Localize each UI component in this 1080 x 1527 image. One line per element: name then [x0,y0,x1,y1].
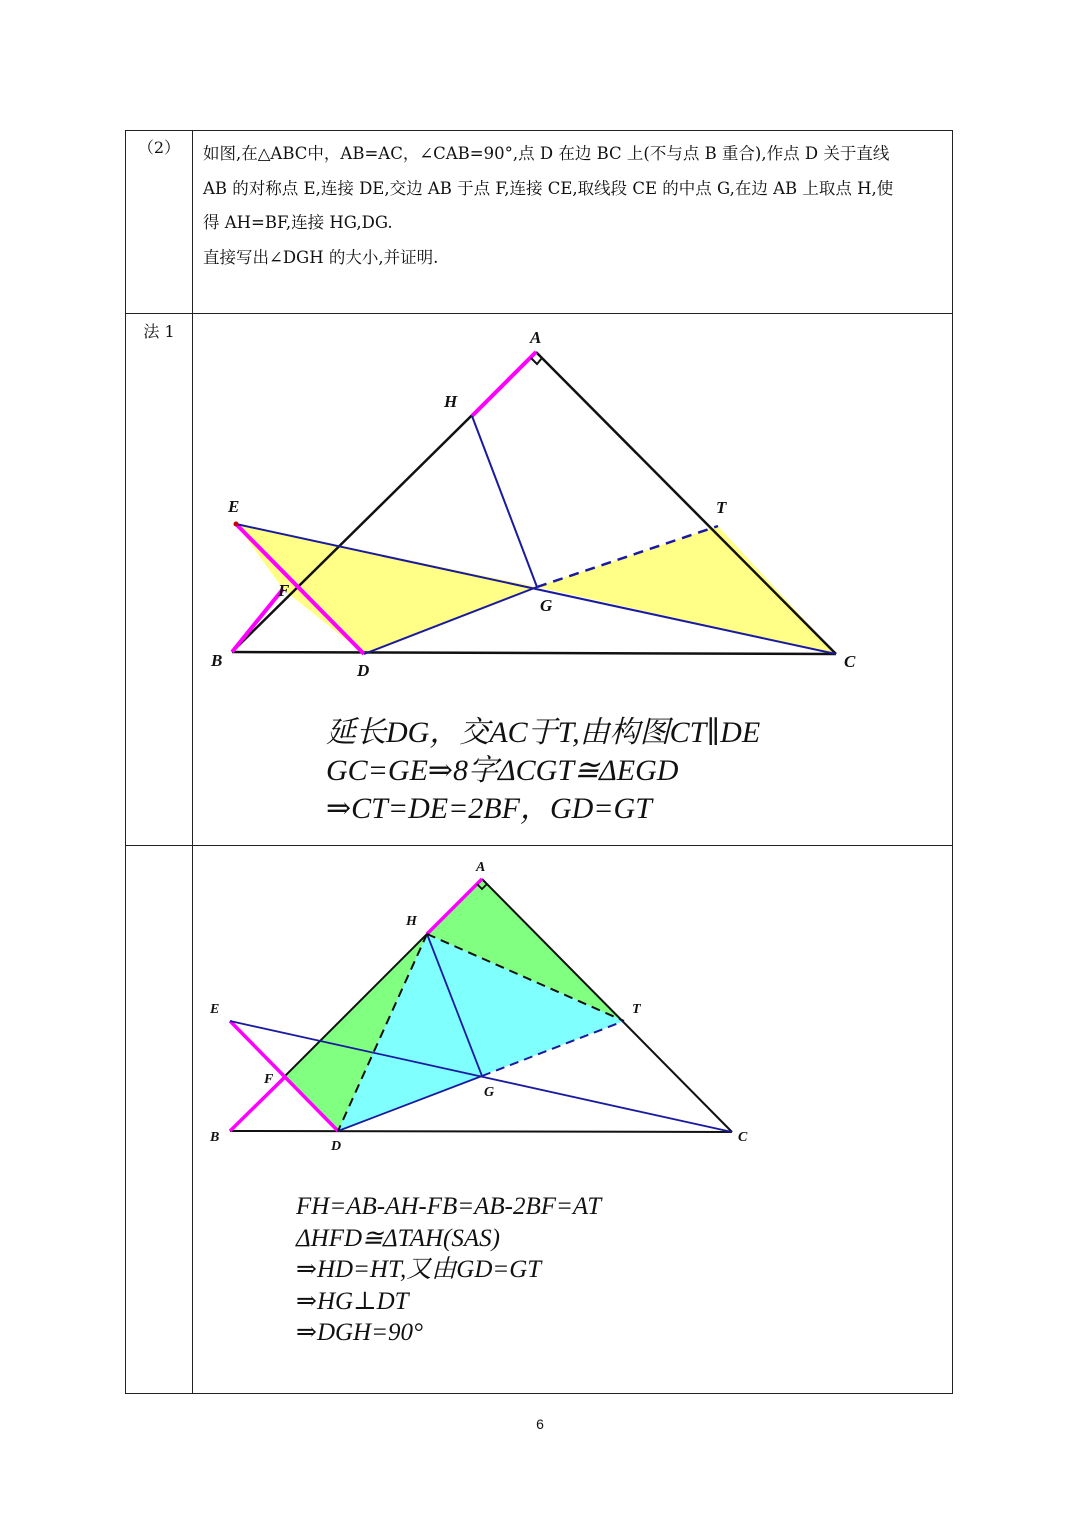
problem-number: （2） [137,138,181,157]
triangle-CGT-shaded [537,526,836,654]
page-number: 6 [536,1416,544,1432]
point-H-2: H [406,914,417,929]
figure-2 [209,860,748,1154]
method2-solution-line-4: ⇒HG⊥DT [296,1287,409,1315]
method2-solution [296,1191,601,1349]
side-BC [232,652,836,654]
method2-solution-line-3: ⇒HD=HT,又由GD=GT [296,1256,542,1283]
point-D-2: D [331,1139,342,1154]
method1-label: 法 1 [143,322,175,341]
problem-line-1: 如图,在△ABC中，AB=AC，∠CAB=90°,点 D 在边 BC 上(不与点 B 重合),作点 D 关于直线 [203,144,890,163]
segment-BF-2 [230,1076,286,1131]
side-BC-2 [230,1131,732,1132]
point-E: E [228,497,240,516]
point-A-2: A [476,860,486,875]
point-C: C [844,652,856,671]
point-B-2: B [210,1130,220,1145]
point-C-2: C [738,1130,748,1145]
segment-HG [472,416,537,587]
point-F: F [278,581,290,600]
method1-solution-line-2: GC=GE⇒8字ΔCGT≅ΔEGD [326,754,679,787]
right-angle-mark [531,358,542,364]
problem-line-4: 直接写出∠DGH 的大小,并证明. [203,247,439,267]
method2-solution-line-2: ΔHFD≅ΔTAH(SAS) [296,1224,500,1252]
method1-solution-line-1: 延长DG，交AC于T,由构图CT∥DE [326,716,761,749]
solution-table [125,130,953,1394]
point-B: B [211,651,223,670]
method1-solution [326,714,760,828]
point-D: D [357,661,370,680]
method2-solution-line-5: ⇒DGH=90° [296,1319,423,1346]
point-H: H [444,392,458,411]
triangle-GFD-shaded [283,587,537,654]
point-F-2: F [264,1072,274,1087]
method1-solution-line-3: ⇒CT=DE=2BF，GD=GT [326,792,652,825]
problem-line-2: AB 的对称点 E,连接 DE,交边 AB 于点 F,连接 CE,取线段 CE 的中点 G,在边 AB 上取点 H,使 [203,178,894,198]
problem-line-3: 得 AH=BF,连接 HG,DG. [203,213,393,232]
point-A: A [530,328,542,347]
method2-solution-line-1: FH=AB-AH-FB=AB-2BF=AT [296,1193,602,1220]
point-T: T [716,498,727,517]
point-E-2: E [210,1002,220,1017]
point-G-2: G [484,1085,495,1100]
segment-BF [232,589,283,652]
figure-1 [210,328,856,680]
segment-AH [472,352,536,416]
point-G: G [540,596,553,615]
point-T-2: T [632,1002,641,1017]
